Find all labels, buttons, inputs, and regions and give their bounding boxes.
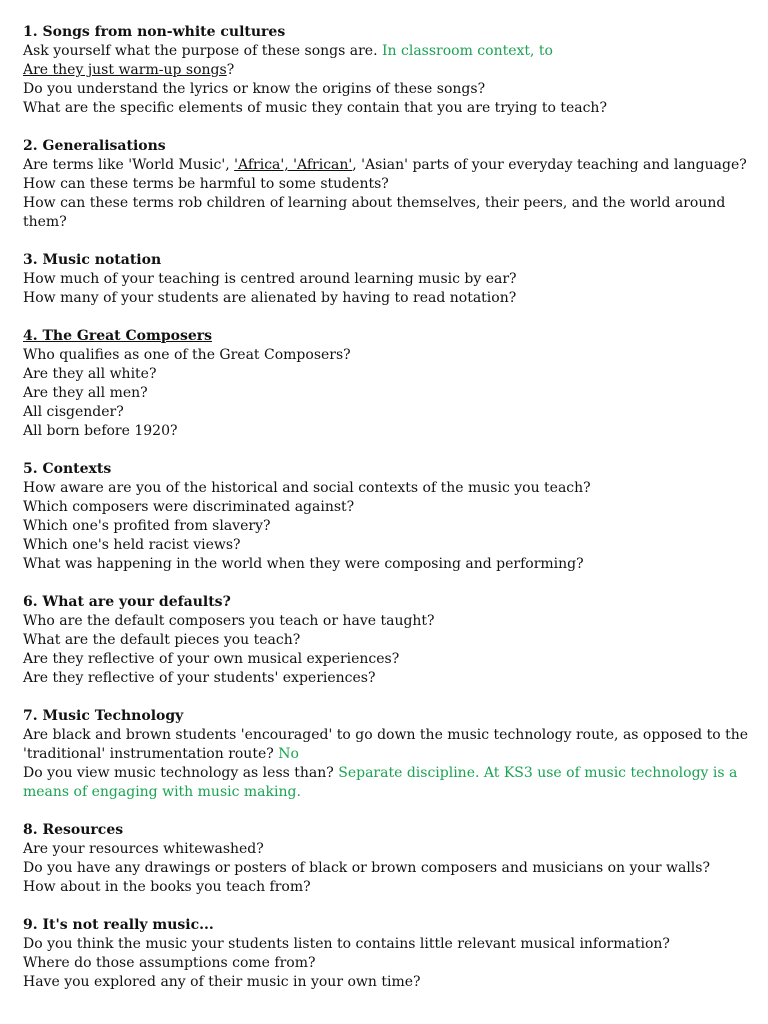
question-text: 'traditional' instrumentation route?: [23, 746, 274, 762]
question: How aware are you of the historical and social contexts of the music you teach?: [23, 480, 591, 496]
spacer: [23, 441, 748, 460]
section-1-heading: 1. Songs from non-white cultures: [23, 24, 286, 40]
question: What are the specific elements of music they contain that you are trying to teach?: [23, 100, 607, 116]
section-3-heading: 3. Music notation: [23, 252, 162, 268]
question: Are they reflective of your students' experiences?: [23, 670, 376, 686]
section-5: [23, 460, 748, 574]
question: [23, 745, 748, 764]
section-3: [23, 251, 748, 308]
question: [23, 61, 748, 80]
question: Do you have any drawings or posters of black or brown composers and musicians on your walls?: [23, 860, 710, 876]
section-8-heading: 8. Resources: [23, 822, 124, 838]
question: Which composers were discriminated against?: [23, 499, 355, 515]
spacer: [23, 897, 748, 916]
section-6-heading: 6. What are your defaults?: [23, 594, 231, 610]
question: Where do those assumptions come from?: [23, 955, 316, 971]
question: What are the default pieces you teach?: [23, 632, 301, 648]
spacer: [23, 802, 748, 821]
document-page: [23, 23, 748, 992]
underlined-text: 'Africa', 'African': [234, 157, 353, 173]
question: Which one's profited from slavery?: [23, 518, 271, 534]
question: [23, 764, 748, 783]
question: Are they all men?: [23, 385, 148, 401]
green-note: No: [278, 746, 299, 762]
spacer: [23, 574, 748, 593]
question: How many of your students are alienated by having to read notation?: [23, 290, 517, 306]
section-7-heading: 7. Music Technology: [23, 708, 184, 724]
question: Are your resources whitewashed?: [23, 841, 264, 857]
question: Who qualifies as one of the Great Composers?: [23, 347, 351, 363]
green-note: Separate discipline. At KS3 use of music technology is a: [338, 765, 738, 781]
section-2: [23, 137, 748, 232]
question: Are black and brown students 'encouraged' to go down the music technology route, as opposed to the: [23, 727, 749, 743]
question-text: Ask yourself what the purpose of these songs are.: [23, 43, 378, 59]
section-6: [23, 593, 748, 688]
spacer: [23, 232, 748, 251]
question-text: Are terms like 'World Music',: [23, 157, 235, 173]
question: How can these terms rob children of learning about themselves, their peers, and the world around them?: [23, 195, 726, 230]
underlined-text: Are they just warm-up songs: [23, 62, 227, 78]
question: Have you explored any of their music in your own time?: [23, 974, 421, 990]
section-4-heading: 4. The Great Composers: [23, 328, 212, 344]
section-2-heading: 2. Generalisations: [23, 138, 166, 154]
question: [23, 42, 748, 61]
question: Do you think the music your students listen to contains little relevant musical information?: [23, 936, 670, 952]
spacer: [23, 308, 748, 327]
section-9: [23, 916, 748, 992]
question: Which one's held racist views?: [23, 537, 241, 553]
section-1: [23, 23, 748, 118]
question: How can these terms be harmful to some students?: [23, 176, 389, 192]
question: Are they all white?: [23, 366, 157, 382]
section-9-heading: 9. It's not really music...: [23, 917, 214, 933]
question: All born before 1920?: [23, 423, 178, 439]
section-8: [23, 821, 748, 897]
question-text: , 'Asian' parts of your everyday teaching and language?: [352, 157, 747, 173]
question: All cisgender?: [23, 404, 124, 420]
question: How about in the books you teach from?: [23, 879, 311, 895]
section-4: [23, 327, 748, 441]
spacer: [23, 118, 748, 137]
question: Are they reflective of your own musical experiences?: [23, 651, 400, 667]
question-text: ?: [226, 62, 235, 78]
question-text: Do you view music technology as less than?: [23, 765, 334, 781]
green-note: In classroom context, to: [382, 43, 553, 59]
section-7: [23, 707, 748, 802]
question: How much of your teaching is centred around learning music by ear?: [23, 271, 517, 287]
question: [23, 156, 748, 175]
green-note: means of engaging with music making.: [23, 784, 301, 800]
question: Do you understand the lyrics or know the origins of these songs?: [23, 81, 486, 97]
question: Who are the default composers you teach or have taught?: [23, 613, 435, 629]
section-5-heading: 5. Contexts: [23, 461, 112, 477]
question: What was happening in the world when they were composing and performing?: [23, 556, 584, 572]
spacer: [23, 688, 748, 707]
